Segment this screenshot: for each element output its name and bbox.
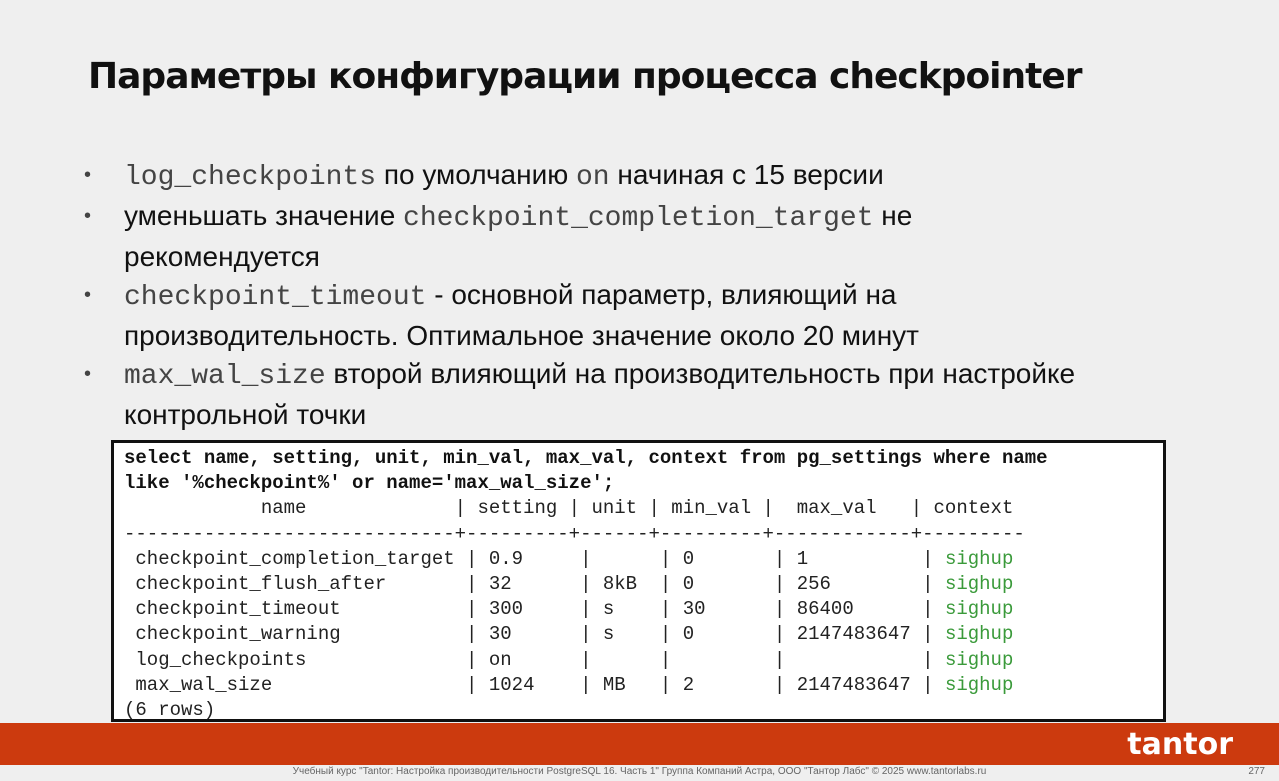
sql-output-box [111,440,1166,722]
result-row-context: sighup [944,598,1014,621]
slide-title: Параметры конфигурации процесса checkpointer [88,56,1082,97]
bullet-dot-icon: • [84,363,92,385]
bullet-text: второй влияющий на производительность при настройке контрольной точки [124,358,1076,430]
footer-text: Учебный курс "Tantor: Настройка производительности PostgreSQL 16. Часть 1" Группа Компаний Астра, ООО "Тантор Лабс" © 2025 www.tantorlabs.ru [292,766,987,777]
bullet-text: по умолчанию [376,159,576,190]
result-row [124,674,1013,696]
tantor-logo: tantor [1127,727,1233,762]
result-row-values: checkpoint_flush_after | 32 | 8kB | 0 | 256 | [124,573,945,596]
result-separator: -----------------------------+---------+------+---------+------------+--------- [124,522,1025,545]
bullet-item [84,355,1084,434]
result-row [124,598,1013,620]
result-row [124,623,1013,645]
inline-code: log_checkpoints [124,162,377,193]
bullet-dot-icon: • [84,164,92,186]
result-header: name | setting | unit | min_val | max_val | context [124,497,1014,520]
bullet-text: не рекомендуется [124,200,913,272]
result-row-context: sighup [944,573,1014,596]
bullet-item [84,197,1084,276]
result-footer: (6 rows) [124,699,216,722]
bullet-item [84,276,1084,355]
result-row [124,573,1013,595]
result-row-values: checkpoint_timeout | 300 | s | 30 | 86400 | [124,598,945,621]
bullet-item [84,156,1084,197]
result-row-values: max_wal_size | 1024 | MB | 2 | 2147483647 | [124,673,945,696]
result-row-values: checkpoint_warning | 30 | s | 0 | 2147483647 | [124,623,945,646]
bullet-dot-icon: • [84,284,92,306]
result-row-context: sighup [944,623,1014,646]
result-row [124,649,1013,671]
inline-code: on [576,162,610,193]
bullet-text: начиная с 15 версии [609,159,884,190]
result-row-context: sighup [944,673,1014,696]
inline-code: checkpoint_completion_target [403,203,874,234]
sql-output [114,443,1163,723]
bullet-text: - основной параметр, влияющий на производительность. Оптимальное значение около 20 минут [124,279,919,351]
result-row-values: checkpoint_completion_target | 0.9 | | 0 | 1 | [124,547,945,570]
inline-code: max_wal_size [124,361,326,392]
result-row-context: sighup [944,547,1014,570]
footer-bar [0,723,1279,765]
page-number: 277 [1248,766,1265,777]
result-row [124,548,1013,570]
bullet-text: уменьшать значение [124,200,404,231]
bullet-list [84,156,1084,434]
result-row-values: log_checkpoints | on | | | | [124,648,945,671]
query-line-1: select name, setting, unit, min_val, max_val, context from pg_settings where name [124,447,1048,469]
inline-code: checkpoint_timeout [124,282,427,313]
result-rows [124,548,1013,696]
result-row-context: sighup [944,648,1014,671]
query-line-2: like '%checkpoint%' or name='max_wal_size'; [124,472,615,495]
bullet-dot-icon: • [84,205,92,227]
